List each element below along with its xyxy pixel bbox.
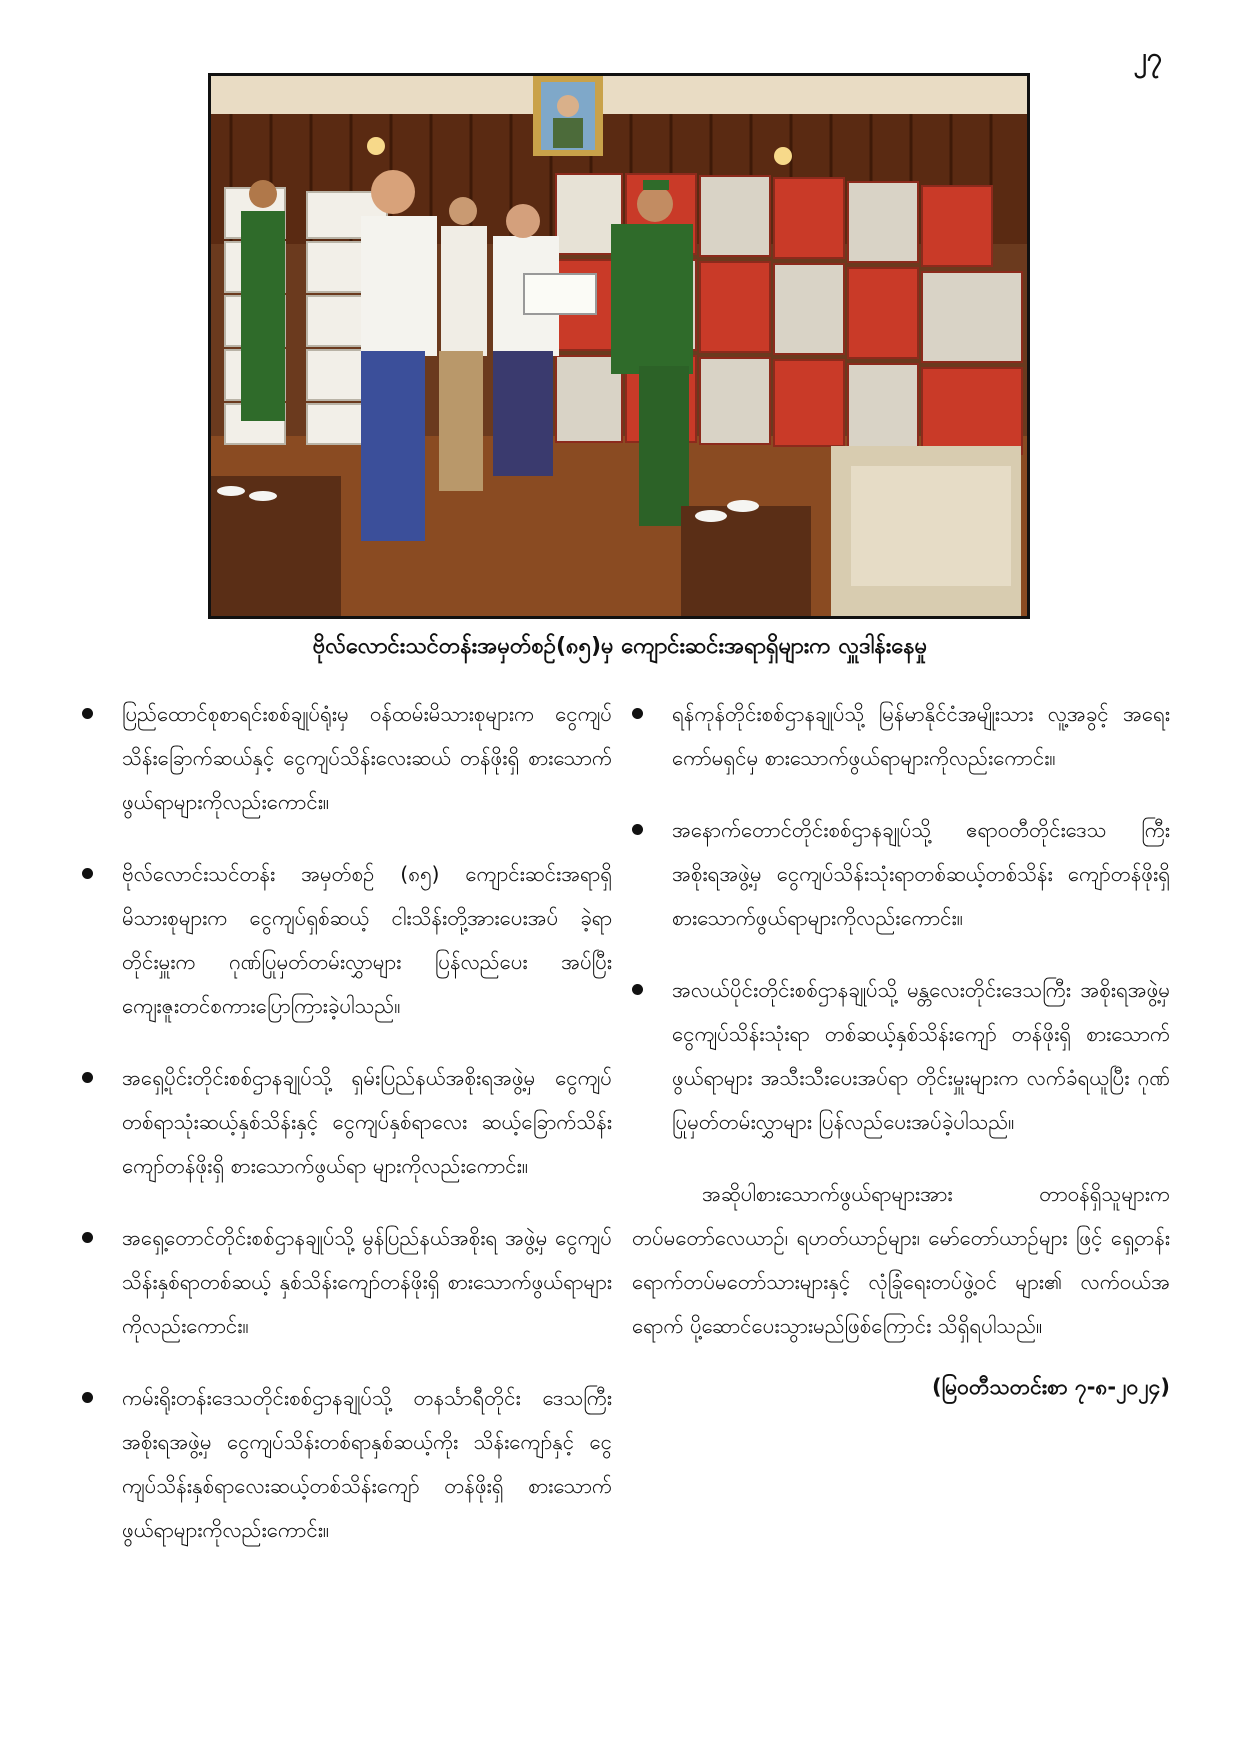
list-item-text: အရှေ့တောင်တိုင်းစစ်ဌာနချုပ်သို့ မွန်ပြည်နယ်အစိုးရ အဖွဲ့မှ ငွေကျပ်သိန်းနှစ်ရာတစ်ဆယ့် နှစ်သိန်းကျော်တန်ဖိုးရှိ စားသောက်ဖွယ်ရာများကိုလည်းကောင်း။	[122, 1226, 612, 1338]
list-item	[632, 808, 1170, 940]
donation-ceremony-image	[211, 76, 1027, 616]
source-citation: (မြဝတီသတင်းစာ ၇-၈-၂၀၂၄)	[932, 1375, 1170, 1399]
list-item	[82, 1216, 612, 1348]
bullet-icon	[632, 984, 643, 995]
bullet-icon	[82, 1072, 93, 1083]
bullet-icon	[82, 708, 93, 719]
list-item	[82, 1376, 612, 1552]
bullet-icon	[82, 1392, 93, 1403]
left-column	[82, 692, 612, 1580]
bullet-icon	[82, 868, 93, 879]
list-item-text: ဗိုလ်လောင်းသင်တန်း အမှတ်စဉ် (၈၅) ကျောင်းဆင်းအရာရှိ မိသားစုများက ငွေကျပ်ရှစ်ဆယ့် ငါးသိန်းတို့အားပေးအပ် ခဲ့ရာ တိုင်းမှူးက ဂုဏ်ပြုမှတ်တမ်းလွှာများ ပြန်လည်ပေး အပ်ပြီး ကျေးဇူးတင်စကားပြောကြားခဲ့ပါသည်။	[122, 862, 612, 1018]
list-item-text: ကမ်းရိုးတန်းဒေသတိုင်းစစ်ဌာနချုပ်သို့ တနင်္သာရီတိုင်း ဒေသကြီးအစိုးရအဖွဲ့မှ ငွေကျပ်သိန်းတစ်ရာနှစ်ဆယ့်ကိုး သိန်းကျော်နှင့် ငွေကျပ်သိန်းနှစ်ရာလေးဆယ့်တစ်သိန်းကျော် တန်ဖိုးရှိ စားသောက်ဖွယ်ရာများကိုလည်းကောင်း။	[122, 1386, 612, 1542]
bullet-icon	[632, 824, 643, 835]
list-item-text: အလယ်ပိုင်းတိုင်းစစ်ဌာနချုပ်သို့ မန္တလေးတိုင်းဒေသကြီး အစိုးရအဖွဲ့မှ ငွေကျပ်သိန်းသုံးရာ တစ်ဆယ့်နှစ်သိန်းကျော် တန်ဖိုးရှိ စားသောက်ဖွယ်ရာများ အသီးသီးပေးအပ်ရာ တိုင်းမှူးများက လက်ခံရယူပြီး ဂုဏ်ပြုမှတ်တမ်းလွှာများ ပြန်လည်ပေးအပ်ခဲ့ပါသည်။	[672, 978, 1170, 1134]
closing-paragraph: အဆိုပါစားသောက်ဖွယ်ရာများအား တာဝန်ရှိသူများက တပ်မတော်လေယာဉ်၊ ရဟတ်ယာဉ်များ၊ မော်တော်ယာဉ်များ ဖြင့် ရှေ့တန်းရောက်တပ်မတော်သားများနှင့် လုံခြုံရေးတပ်ဖွဲ့ဝင် များ၏ လက်ဝယ်အရောက် ပို့ဆောင်ပေးသွားမည်ဖြစ်ကြောင်း သိရှိရပါသည်။	[632, 1182, 1170, 1338]
list-item-text: အနောက်တောင်တိုင်းစစ်ဌာနချုပ်သို့ ဧရာဝတီတိုင်းဒေသ ကြီးအစိုးရအဖွဲ့မှ ငွေကျပ်သိန်းသုံးရာတစ်ဆယ့်တစ်သိန်း ကျော်တန်ဖိုးရှိ စားသောက်ဖွယ်ရာများကိုလည်းကောင်း။	[672, 818, 1170, 930]
list-item-text: ပြည်ထောင်စုစာရင်းစစ်ချုပ်ရုံးမှ ဝန်ထမ်းမိသားစုများက ငွေကျပ်သိန်းခြောက်ဆယ်နှင့် ငွေကျပ်သိန်းလေးဆယ် တန်ဖိုးရှိ စားသောက်ဖွယ်ရာများကိုလည်းကောင်း။	[122, 702, 612, 814]
list-item-text: ရန်ကုန်တိုင်းစစ်ဌာနချုပ်သို့ မြန်မာနိုင်ငံအမျိုးသား လူ့အခွင့် အရေးကော်မရှင်မှ စားသောက်ဖွယ်ရာများကိုလည်းကောင်း။	[672, 702, 1170, 770]
list-item	[632, 692, 1170, 780]
list-item	[82, 1056, 612, 1188]
list-item	[632, 968, 1170, 1144]
list-item	[82, 692, 612, 824]
list-item	[82, 852, 612, 1028]
list-item-text: အရှေ့ပိုင်းတိုင်းစစ်ဌာနချုပ်သို့ ရှမ်းပြည်နယ်အစိုးရအဖွဲ့မှ ငွေကျပ်တစ်ရာသုံးဆယ့်နှစ်သိန်းနှင့် ငွေကျပ်နှစ်ရာလေး ဆယ့်ခြောက်သိန်းကျော်တန်ဖိုးရှိ စားသောက်ဖွယ်ရာ များကိုလည်းကောင်း။	[122, 1066, 612, 1178]
right-column	[632, 692, 1170, 1405]
page-number: ၂၇	[1133, 42, 1162, 73]
bullet-icon	[82, 1232, 93, 1243]
bullet-icon	[632, 708, 643, 719]
news-photo	[208, 73, 1030, 619]
photo-caption: ဗိုလ်လောင်းသင်တန်းအမှတ်စဉ်(၈၅)မှ ကျောင်းဆင်းအရာရှိများက လှူဒါန်းနေမှု	[312, 634, 928, 659]
